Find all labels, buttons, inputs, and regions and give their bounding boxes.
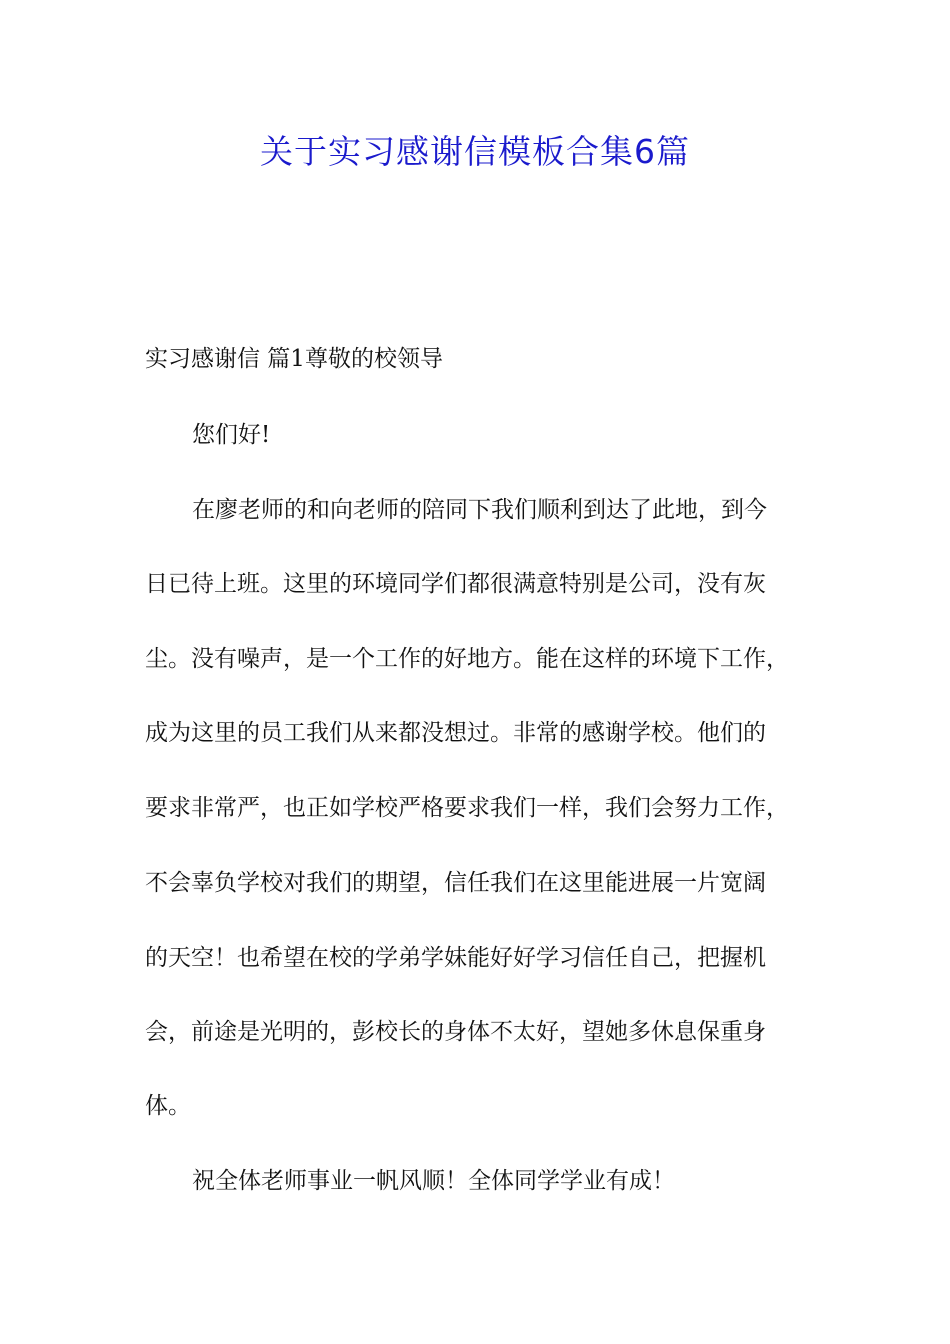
paragraph-line: 成为这里的员工我们从来都没想过。非常的感谢学校。他们的 (145, 720, 766, 746)
paragraph-line: 体。 (145, 1093, 191, 1119)
closing-line: 祝全体老师事业一帆风顺！全体同学学业有成！ (192, 1168, 675, 1194)
paragraph-line: 在廖老师的和向老师的陪同下我们顺利到达了此地，到今 (192, 497, 767, 523)
paragraph-line: 不会辜负学校对我们的期望，信任我们在这里能进展一片宽阔 (145, 870, 766, 896)
paragraph-line: 的天空！也希望在校的学弟学妹能好好学习信任自己，把握机 (145, 945, 766, 971)
document-title: 关于实习感谢信模板合集6篇 (260, 132, 690, 171)
paragraph-line: 尘。没有噪声，是一个工作的好地方。能在这样的环境下工作， (145, 646, 789, 672)
section-heading: 实习感谢信 篇1尊敬的校领导 (145, 346, 443, 372)
paragraph-line: 日已待上班。这里的环境同学们都很满意特别是公司，没有灰 (145, 571, 766, 597)
greeting: 您们好! (192, 422, 271, 448)
paragraph-line: 会，前途是光明的，彭校长的身体不太好，望她多休息保重身 (145, 1019, 766, 1045)
paragraph-line: 要求非常严，也正如学校严格要求我们一样，我们会努力工作， (145, 795, 789, 821)
